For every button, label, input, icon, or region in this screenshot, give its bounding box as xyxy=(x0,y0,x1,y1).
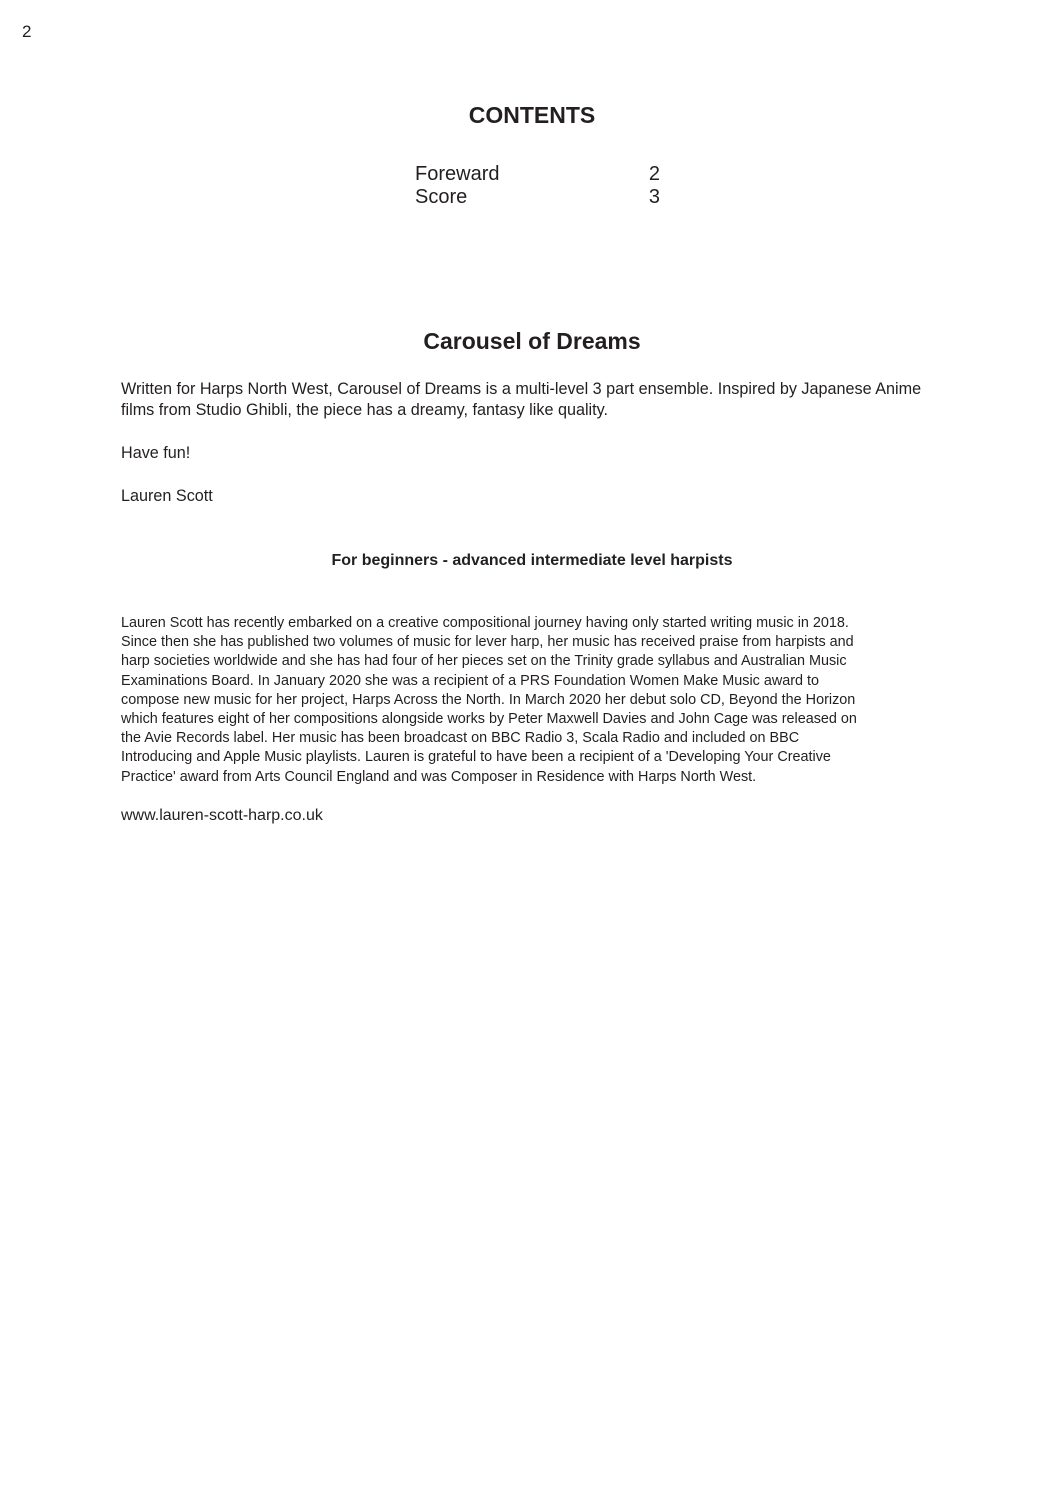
level-note: For beginners - advanced intermediate level harpists xyxy=(331,552,733,569)
table-of-contents xyxy=(415,163,660,209)
bio-line: Lauren Scott has recently embarked on a creative compositional journey having only started writing music in 2018. xyxy=(121,615,849,631)
bio-paragraph xyxy=(121,614,949,787)
composer-biography xyxy=(121,614,949,826)
bio-line: harp societies worldwide and she has had four of her pieces set on the Trinity grade syllabus and Australian Music xyxy=(121,653,847,670)
website-link[interactable]: www.lauren-scott-harp.co.uk xyxy=(121,806,323,824)
foreword xyxy=(121,379,951,529)
contents-heading: CONTENTS xyxy=(468,102,596,128)
toc-entry-page: 3 xyxy=(648,186,660,208)
toc-entry-score xyxy=(415,186,660,209)
bio-line: Practice' award from Arts Council England and was Composer in Residence with Harps North West. xyxy=(121,768,757,785)
piece-title: Carousel of Dreams xyxy=(423,328,641,354)
toc-entry-page: 2 xyxy=(648,163,660,185)
foreword-sign-off: Have fun! xyxy=(121,444,191,462)
foreword-author: Lauren Scott xyxy=(121,487,213,505)
bio-line: which features eight of her compositions alongside works by Peter Maxwell Davies and John Cage was released on xyxy=(121,711,857,728)
toc-entry-foreward xyxy=(415,163,660,186)
page-number: 2 xyxy=(22,22,32,41)
toc-entry-label: Score xyxy=(415,186,468,208)
bio-line: Since then she has published two volumes of music for lever harp, her music has received praise from harpists and xyxy=(121,634,854,651)
bio-line: compose new music for her project, Harps Across the North. In March 2020 her debut solo CD, Beyond the Horizon xyxy=(121,691,856,708)
bio-line: the Avie Records label. Her music has been broadcast on BBC Radio 3, Scala Radio and included on BBC xyxy=(121,730,800,747)
bio-line: Introducing and Apple Music playlists. Lauren is grateful to have been a recipient of a 'Developing Your Creative xyxy=(121,749,831,766)
foreword-intro: Written for Harps North West, Carousel of Dreams is a multi-level 3 part ensemble. Inspired by Japanese Anime films from Studio Ghibli, the piece has a dreamy, fantasy like quality. xyxy=(121,380,922,419)
toc-entry-label: Foreward xyxy=(415,163,500,185)
bio-line: Examinations Board. In January 2020 she was a recipient of a PRS Foundation Women Make Music award to xyxy=(121,672,820,689)
